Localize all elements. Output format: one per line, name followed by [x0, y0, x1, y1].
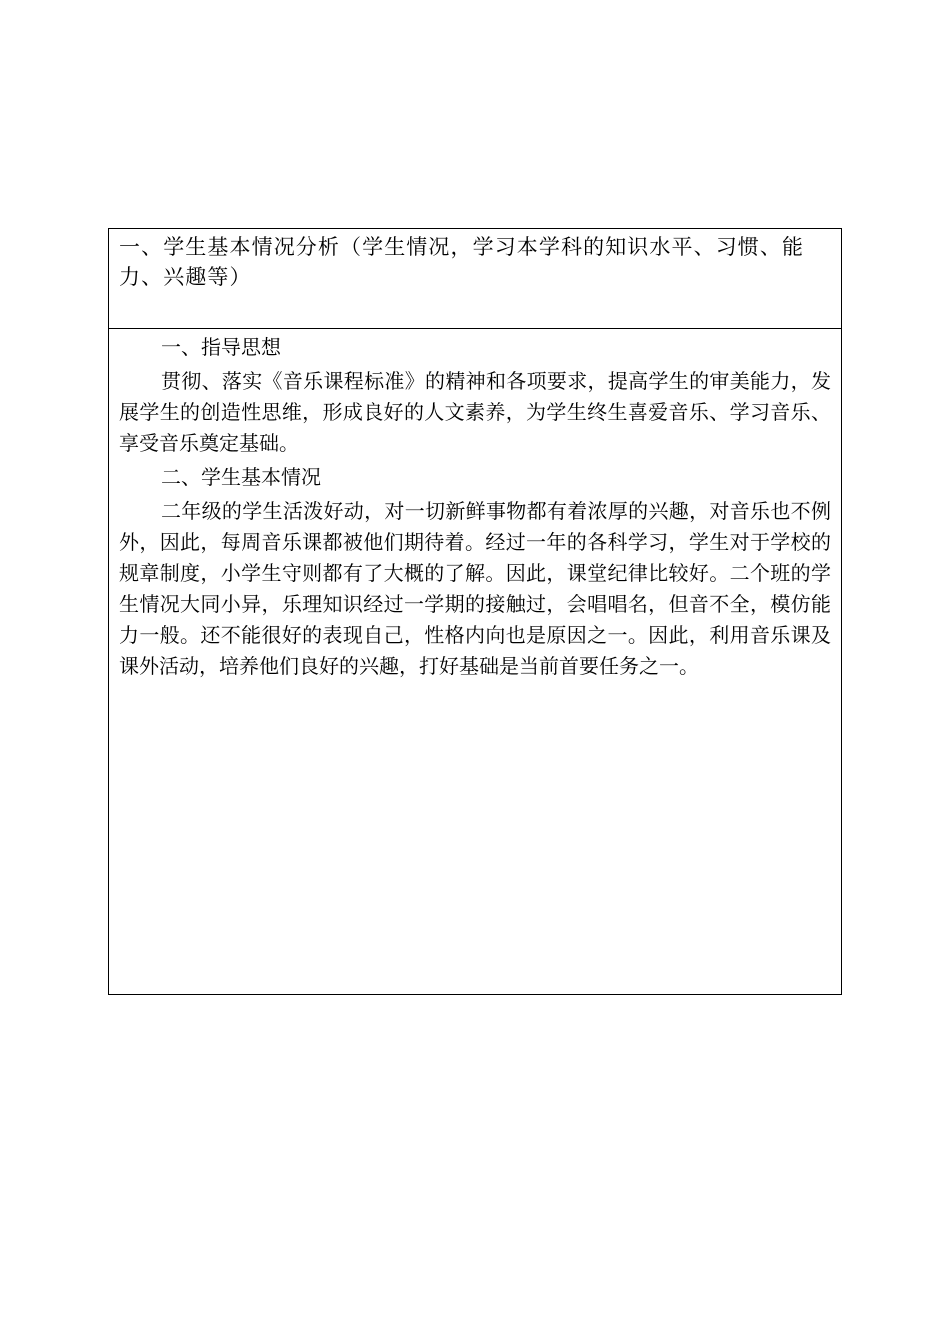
section-text-student-situation: 二年级的学生活泼好动，对一切新鲜事物都有着浓厚的兴趣，对音乐也不例外，因此，每周音乐课都被他们期待着。经过一年的各科学习，学生对于学校的规章制度，小学生守则都有了大概的了解。因此，课堂纪律比较好。二个班的学生情况大同小异，乐理知识经过一学期的接触过，会唱唱名，但音不全，模仿能力一般。还不能很好的表现自己，性格内向也是原因之一。因此，利用音乐课及课外活动，培养他们良好的兴趣，打好基础是当前首要任务之一。 — [119, 499, 831, 678]
table-body-cell — [109, 329, 841, 994]
table-header-cell — [109, 229, 841, 329]
analysis-table — [108, 228, 842, 995]
section-heading-student-situation: 二、学生基本情况 — [161, 465, 321, 489]
section-text-guiding-ideology: 贯彻、落实《音乐课程标准》的精神和各项要求，提高学生的审美能力，发展学生的创造性思维，形成良好的人文素养，为学生终生喜爱音乐、学习音乐、享受音乐奠定基础。 — [119, 369, 831, 455]
section-heading-guiding-ideology: 一、指导思想 — [161, 335, 281, 359]
header-text: 一、学生基本情况分析（学生情况，学习本学科的知识水平、习惯、能力、兴趣等） — [119, 235, 805, 289]
